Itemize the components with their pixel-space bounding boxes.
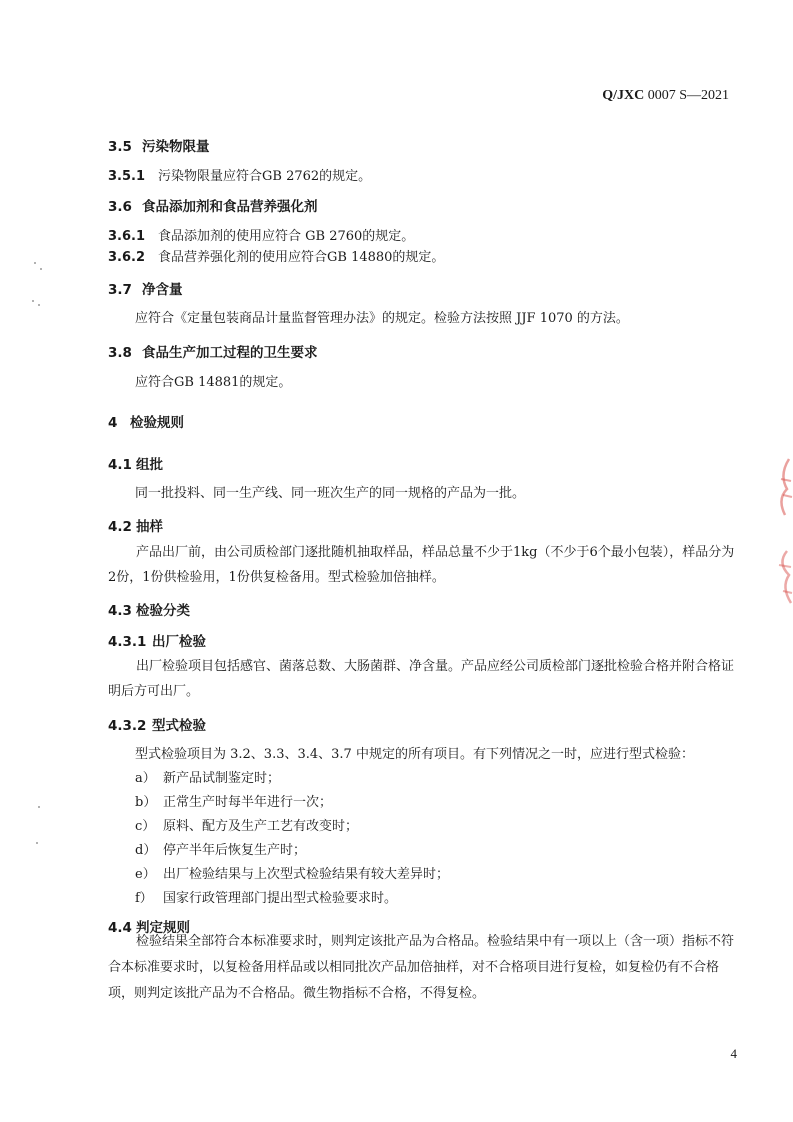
section-3-6-heading: 3.6 食品添加剂和食品营养强化剂 xyxy=(108,199,318,215)
list-item: c） 原料、配方及生产工艺有改变时； xyxy=(135,819,359,834)
section-4-3-2-heading: 4.3.2 型式检验 xyxy=(108,718,206,734)
chapter-4-heading: 4 检验规则 xyxy=(108,415,184,431)
clause-3-6-2: 3.6.2 食品营养强化剂的使用应符合GB 14880的规定。 xyxy=(108,250,445,265)
document-code: Q/JXC 0007 S—2021 xyxy=(602,88,729,103)
section-4-2-heading: 4.2 抽样 xyxy=(108,519,163,535)
list-item: b） 正常生产时每半年进行一次； xyxy=(135,795,333,810)
clause-3-5-1: 3.5.1 污染物限量应符合GB 2762的规定。 xyxy=(108,169,372,184)
list-item: e） 出厂检验结果与上次型式检验结果有较大差异时； xyxy=(135,867,450,882)
scan-speck xyxy=(40,268,42,270)
section-4-3-1-heading: 4.3.1 出厂检验 xyxy=(108,634,206,650)
scan-speck xyxy=(34,262,36,264)
scan-speck xyxy=(38,304,40,306)
section-3-8-text: 应符合GB 14881的规定。 xyxy=(135,375,292,390)
section-4-2-text: 产品出厂前，由公司质检部门逐批随机抽取样品，样品总量不少于1kg（不少于6个最小包装），样品分为2份，1份供检验用，1份供复检备用。型式检验加倍抽样。 xyxy=(108,545,735,585)
scan-speck xyxy=(32,300,34,302)
section-4-1-heading: 4.1 组批 xyxy=(108,457,163,473)
scan-speck xyxy=(38,806,40,808)
clause-3-6-1: 3.6.1 食品添加剂的使用应符合 GB 2760的规定。 xyxy=(108,229,415,244)
section-4-3-1-text: 出厂检验项目包括感官、菌落总数、大肠菌群、净含量。产品应经公司质检部门逐批检验合格并附合格证明后方可出厂。 xyxy=(108,659,735,699)
seal-stamp-fragment xyxy=(769,455,793,615)
section-4-4-heading: 4.4 判定规则 xyxy=(108,920,190,936)
list-item: f） 国家行政管理部门提出型式检验要求时。 xyxy=(135,891,398,906)
section-4-3-heading: 4.3 检验分类 xyxy=(108,603,190,619)
section-4-1-text: 同一批投料、同一生产线、同一班次生产的同一规格的产品为一批。 xyxy=(135,486,526,501)
section-4-4-text: 检验结果全部符合本标准要求时，则判定该批产品为合格品。检验结果中有一项以上（含一项）指标不符合本标准要求时，以复检备用样品或以相同批次产品加倍抽样，对不合格项目进行复检，如复检仍有不合格项，则判定该批产品为不合格品。微生物指标不合格，不得复检。 xyxy=(108,934,735,1001)
list-item: a） 新产品试制鉴定时； xyxy=(135,771,281,786)
section-3-7-heading: 3.7 净含量 xyxy=(108,282,183,298)
section-3-7-text: 应符合《定量包装商品计量监督管理办法》的规定。检验方法按照 JJF 1070 的方法。 xyxy=(135,311,629,326)
section-4-3-2-intro: 型式检验项目为 3.2、3.3、3.4、3.7 中规定的所有项目。有下列情况之一时，应进行型式检验： xyxy=(135,747,694,762)
scan-speck xyxy=(36,842,38,844)
section-3-8-heading: 3.8 食品生产加工过程的卫生要求 xyxy=(108,345,318,361)
section-3-5-heading: 3.5 污染物限量 xyxy=(108,139,210,155)
list-item: d） 停产半年后恢复生产时； xyxy=(135,843,307,858)
page-number: 4 xyxy=(730,1046,737,1061)
